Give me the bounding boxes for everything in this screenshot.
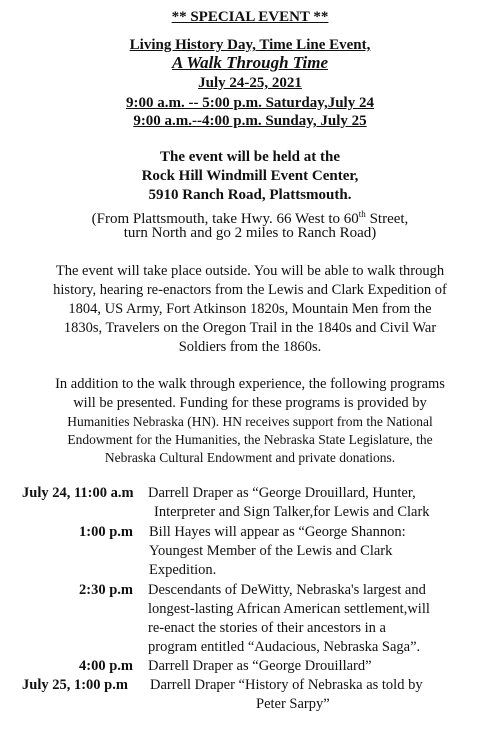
hours-sunday: 9:00 a.m.--4:00 p.m. Sunday, July 25 [133,113,367,129]
para1-line-2: history, hearing re-enactors from the Lewis and Clark Expedition of [53,282,447,298]
schedule-time: 1:00 p.m [79,524,133,540]
para2-line-4: Endowment for the Humanities, the Nebraska State Legislature, the [67,432,433,447]
schedule-time: 2:30 p.m [79,582,133,598]
para2-line-3: Humanities Nebraska (HN). HN receives support from the National [67,414,433,429]
venue-name: Rock Hill Windmill Event Center, [141,168,359,184]
hours-saturday: 9:00 a.m. -- 5:00 p.m. Saturday,July 24 [126,95,374,111]
schedule-desc-line: Descendants of DeWitty, Nebraska's largest and [148,582,426,598]
schedule-desc-line: Expedition. [149,562,217,578]
para1-line-3: 1804, US Army, Fort Atkinson 1820s, Mountain Men from the [68,301,432,317]
event-title: A Walk Through Time [171,53,329,72]
para1-line-1: The event will take place outside. You will be able to walk through [55,263,445,279]
para2-line-5: Nebraska Cultural Endowment and private donations. [104,450,396,465]
venue-intro: The event will be held at the [160,149,340,165]
para1-line-5: Soldiers from the 1860s. [178,339,322,355]
para2-line-1: In addition to the walk through experience, the following programs [55,376,445,392]
directions-line-2: turn North and go 2 miles to Ranch Road) [123,225,377,241]
schedule-desc-line: Darrell Draper “History of Nebraska as told by [150,677,423,693]
schedule-desc-line: Peter Sarpy” [256,696,330,712]
schedule-desc-line: Youngest Member of the Lewis and Clark [149,543,393,559]
venue-address: 5910 Ranch Road, Plattsmouth. [148,187,352,203]
schedule-desc-line: re-enact the stories of their ancestors in a [148,620,386,636]
para2-line-2: will be presented. Funding for these programs is provided by [73,395,427,411]
directions-line-1: (From Plattsmouth, take Hwy. 66 West to 60th Street, [91,209,409,227]
schedule-time: July 25, 1:00 p.m [22,677,128,693]
special-event-heading: ** SPECIAL EVENT ** [171,9,329,25]
schedule-desc-line: Bill Hayes will appear as “George Shannon: [149,524,406,540]
schedule-desc-line: program entitled “Audacious, Nebraska Saga”. [148,639,421,655]
event-dates: July 24-25, 2021 [198,75,302,91]
schedule-time: 4:00 p.m [79,658,133,674]
schedule-desc-line: Darrell Draper as “George Drouillard, Hunter, [148,485,416,501]
schedule-desc-line: longest-lasting African American settlement,will [148,601,430,617]
schedule-time: July 24, 11:00 a.m [22,485,134,501]
schedule-desc-line: Darrell Draper as “George Drouillard” [148,658,372,674]
event-subtitle: Living History Day, Time Line Event, [129,37,371,53]
schedule-desc-line: Interpreter and Sign Talker,for Lewis and Clark [154,504,430,520]
para1-line-4: 1830s, Travelers on the Oregon Trail in the 1840s and Civil War [63,320,437,336]
